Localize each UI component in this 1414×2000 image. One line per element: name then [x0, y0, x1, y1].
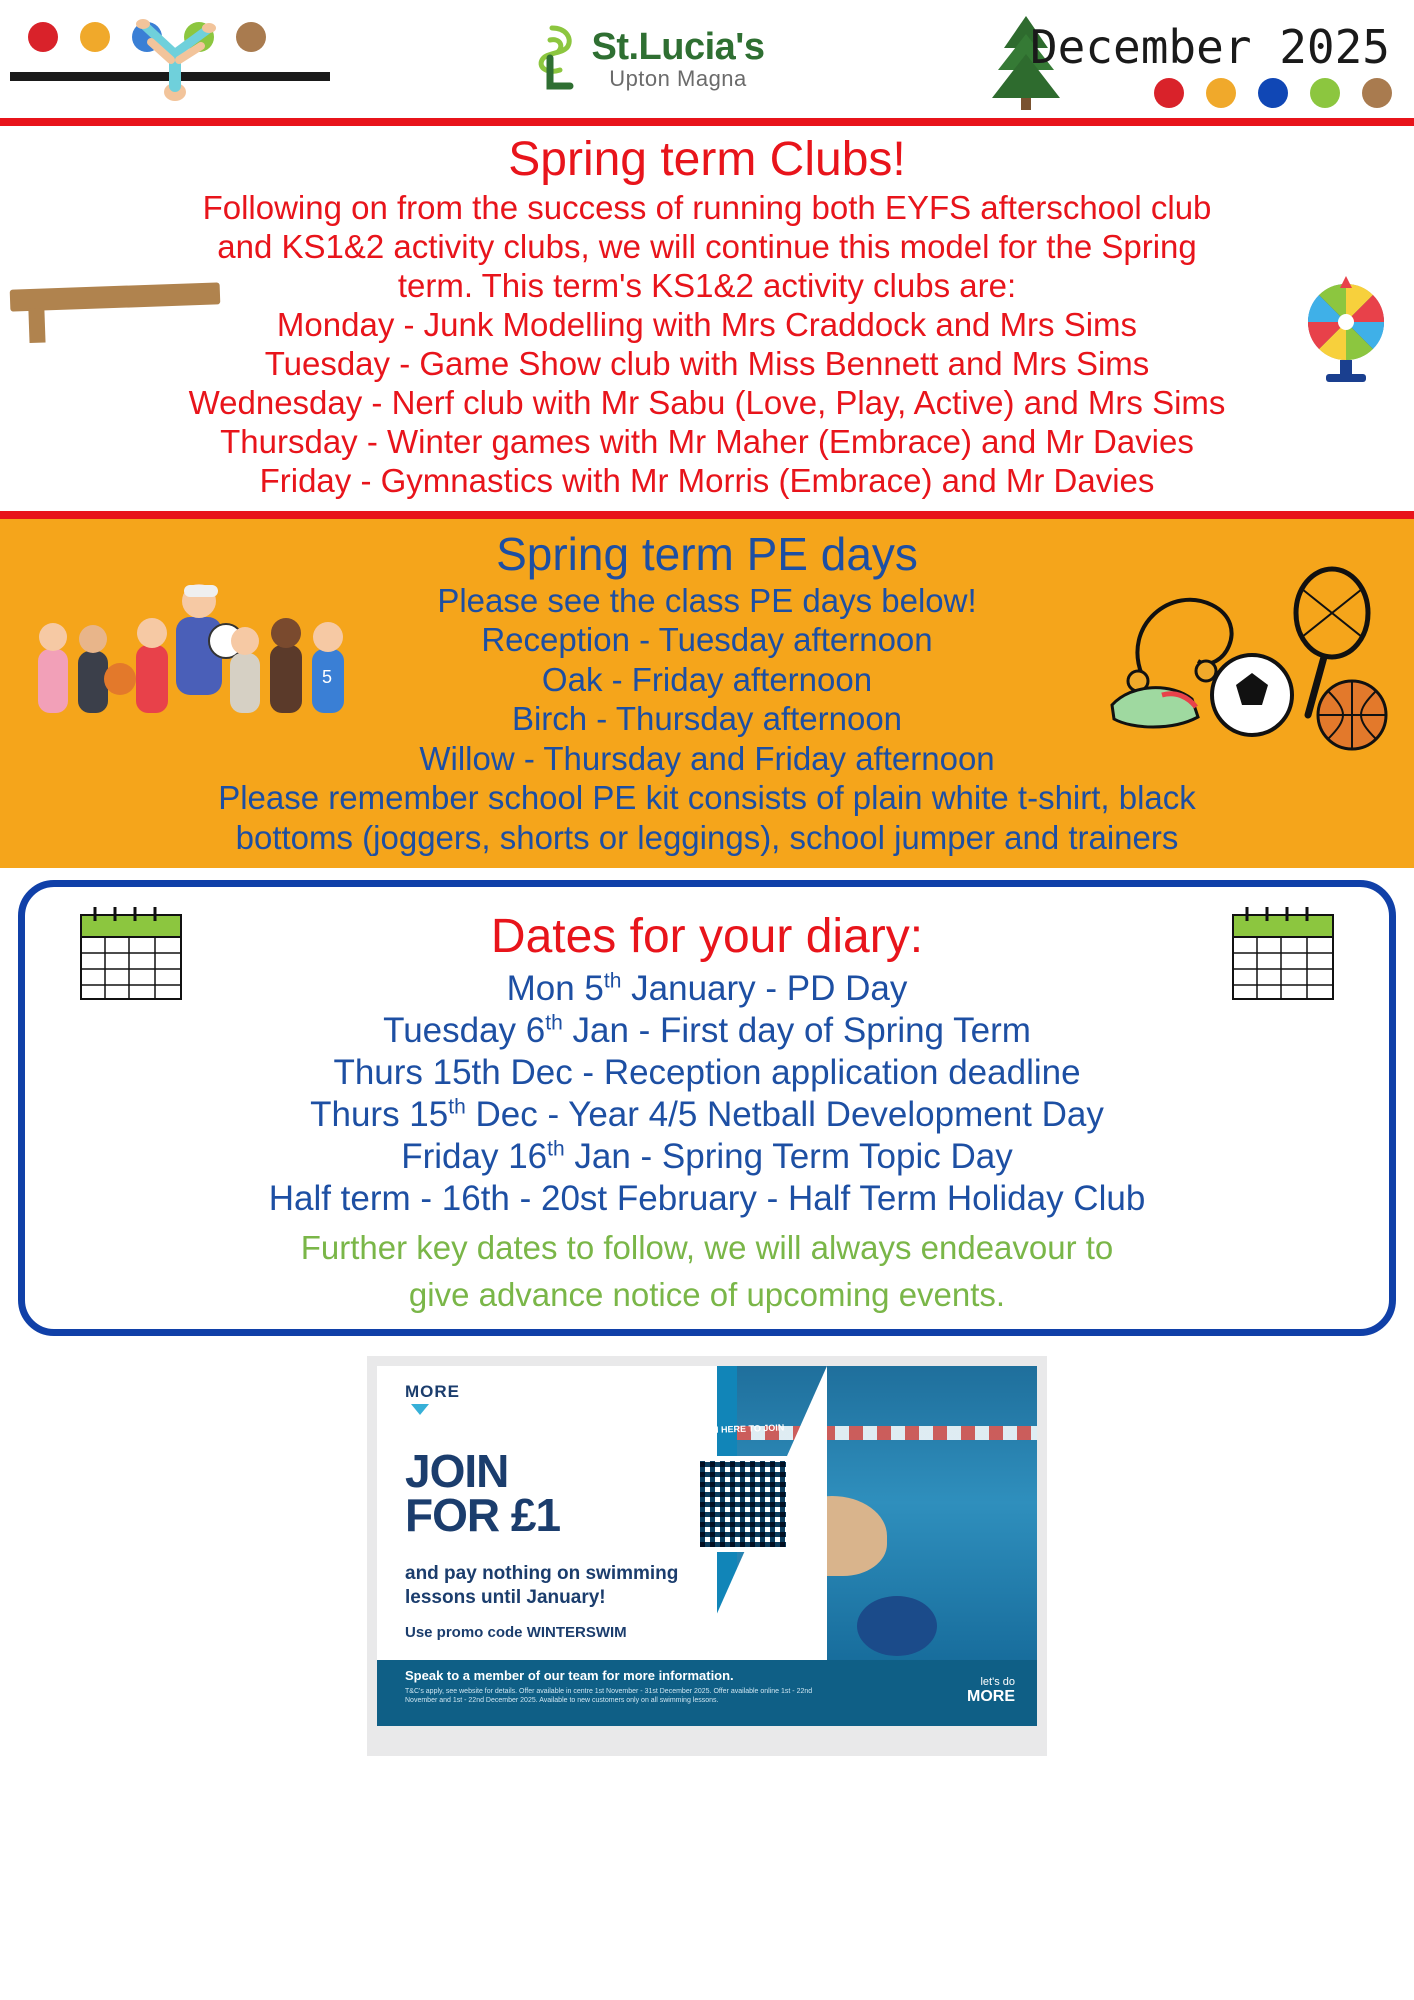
- poster-footer-text: Speak to a member of our team for more information.: [405, 1667, 734, 1683]
- qr-scan-label: SCAN HERE TO JOIN: [692, 1422, 785, 1436]
- dot-red: [28, 22, 58, 52]
- logo-mark-icon: [520, 22, 584, 96]
- poster-promo-code: Use promo code WINTERSWIM: [405, 1623, 627, 1641]
- diary-entry-prefix: Friday 16: [401, 1136, 548, 1176]
- club-day-monday: Monday - Junk Modelling with Mrs Craddock and Mrs Sims: [276, 305, 1138, 343]
- prize-wheel-icon: [1296, 274, 1396, 384]
- pe-intro: Please see the class PE days below!: [437, 581, 977, 619]
- poster-headline-2: FOR £1: [405, 1488, 561, 1541]
- diary-entry-prefix: Thurs 15: [310, 1094, 449, 1134]
- gymnast-illustration: [115, 8, 235, 118]
- diary-entry-rest: January - PD Day: [621, 968, 908, 1008]
- pe-days-section: [0, 519, 1414, 868]
- pe-class-reception: Reception - Tuesday afternoon: [481, 621, 933, 659]
- dot-green: [1310, 78, 1340, 108]
- clubs-title: Spring term Clubs!: [508, 133, 906, 186]
- diary-entry-prefix: Thurs 15th Dec - Reception application deadline: [333, 1052, 1081, 1092]
- pe-title: Spring term PE days: [496, 527, 918, 580]
- diary-entry-prefix: Mon 5: [506, 968, 604, 1008]
- diary-entry: [39, 1052, 1375, 1094]
- pe-class-oak: Oak - Friday afternoon: [541, 660, 873, 698]
- page-header: [0, 0, 1414, 118]
- clubs-section: [0, 126, 1414, 511]
- dot-blue: [1258, 78, 1288, 108]
- chevron-down-icon: [411, 1404, 429, 1415]
- diary-title: Dates for your diary:: [490, 909, 924, 963]
- diary-entry-rest: Dec - Year 4/5 Netball Development Day: [465, 1094, 1104, 1134]
- qr-code[interactable]: [695, 1456, 791, 1552]
- diary-entry-sup: th: [603, 969, 622, 992]
- children-illustration: [30, 579, 360, 749]
- header-right-decoration: [984, 0, 1404, 118]
- poster-wrapper: [0, 1356, 1414, 1756]
- issue-month: December 2025: [1029, 20, 1390, 74]
- diary-entry-prefix: Tuesday 6: [383, 1010, 546, 1050]
- divider-red-top: [0, 118, 1414, 126]
- poster-inner: [377, 1366, 1037, 1726]
- dot-orange: [80, 22, 110, 52]
- poster-subtext: and pay nothing on swimming lessons until January!: [405, 1562, 679, 1608]
- diary-entry: [39, 1178, 1375, 1220]
- club-day-tuesday: Tuesday - Game Show club with Miss Bennett and Mrs Sims: [264, 344, 1150, 382]
- diary-note-line: Further key dates to follow, we will always endeavour to: [300, 1228, 1114, 1266]
- swimmer-child-cap: [857, 1596, 937, 1656]
- diary-entry: [39, 1094, 1375, 1136]
- clubs-intro-line: and KS1&2 activity clubs, we will continue this model for the Spring: [217, 227, 1197, 265]
- club-day-thursday: Thursday - Winter games with Mr Maher (Embrace) and Mr Davies: [220, 422, 1194, 460]
- pe-class-birch: Birch - Thursday afternoon: [511, 700, 903, 738]
- club-day-wednesday: Wednesday - Nerf club with Mr Sabu (Love, Play, Active) and Mrs Sims: [188, 383, 1226, 421]
- more-brand-logo: MORE: [405, 1381, 460, 1401]
- diary-entry-prefix: Half term - 16th - 20st February - Half Term Holiday Club: [268, 1178, 1146, 1218]
- sports-equipment-illustration: [1102, 565, 1392, 755]
- diary-entry: [39, 968, 1375, 1010]
- dot-brown: [1362, 78, 1392, 108]
- clubs-intro-line: term. This term's KS1&2 activity clubs are:: [397, 266, 1017, 304]
- diary-entry: [39, 1010, 1375, 1052]
- diary-entry-rest: Jan - First day of Spring Term: [562, 1010, 1031, 1050]
- diary-entry-sup: th: [545, 1011, 563, 1034]
- dot-red: [1154, 78, 1184, 108]
- diary-entry-sup: th: [547, 1137, 565, 1160]
- diary-entry: [39, 1136, 1375, 1178]
- diary-entry-sup: th: [448, 1095, 466, 1118]
- header-left-decoration: [10, 0, 340, 118]
- poster-terms-text: T&C's apply, see website for details. Offer available in centre 1st November - 31st December 2025. Offer available online 1st - 22nd November and 1st - 22nd December 2025. Available to new customers only on all swimming lessons.: [405, 1687, 813, 1704]
- dot-brown: [236, 22, 266, 52]
- clubs-intro-line: Following on from the success of running both EYFS afterschool club: [202, 189, 1212, 226]
- poster-footer-band: [377, 1660, 1037, 1726]
- poster-footer-logo-bottom: MORE: [967, 1687, 1015, 1705]
- poster-headline-1: JOIN: [405, 1444, 509, 1497]
- logo-subtitle: Upton Magna: [609, 66, 747, 91]
- header-right-dots: [1154, 78, 1392, 108]
- logo-title: St.Lucia's: [591, 26, 765, 68]
- poster-footer-logo-top: let's do: [980, 1675, 1015, 1688]
- pe-kit-note: Please remember school PE kit consists of plain white t-shirt, black: [218, 779, 1196, 817]
- calendar-icon: [71, 901, 191, 1011]
- swim-offer-poster: [367, 1356, 1047, 1756]
- dot-orange: [1206, 78, 1236, 108]
- diary-section: [18, 880, 1396, 1336]
- svg-text:5: 5: [322, 666, 333, 687]
- diary-entry-rest: Jan - Spring Term Topic Day: [564, 1136, 1013, 1176]
- calendar-icon: [1223, 901, 1343, 1011]
- diary-section-wrapper: [0, 868, 1414, 1342]
- school-logo: [520, 22, 765, 96]
- divider-red-bottom: [0, 511, 1414, 519]
- diary-note-line: give advance notice of upcoming events.: [408, 1276, 1006, 1314]
- club-day-friday: Friday - Gymnastics with Mr Morris (Embrace) and Mr Davies: [259, 461, 1155, 499]
- pe-kit-note: bottoms (joggers, shorts or leggings), school jumper and trainers: [235, 819, 1179, 857]
- pe-class-willow: Willow - Thursday and Friday afternoon: [419, 739, 995, 777]
- poster-footer-logo: [967, 1676, 1015, 1706]
